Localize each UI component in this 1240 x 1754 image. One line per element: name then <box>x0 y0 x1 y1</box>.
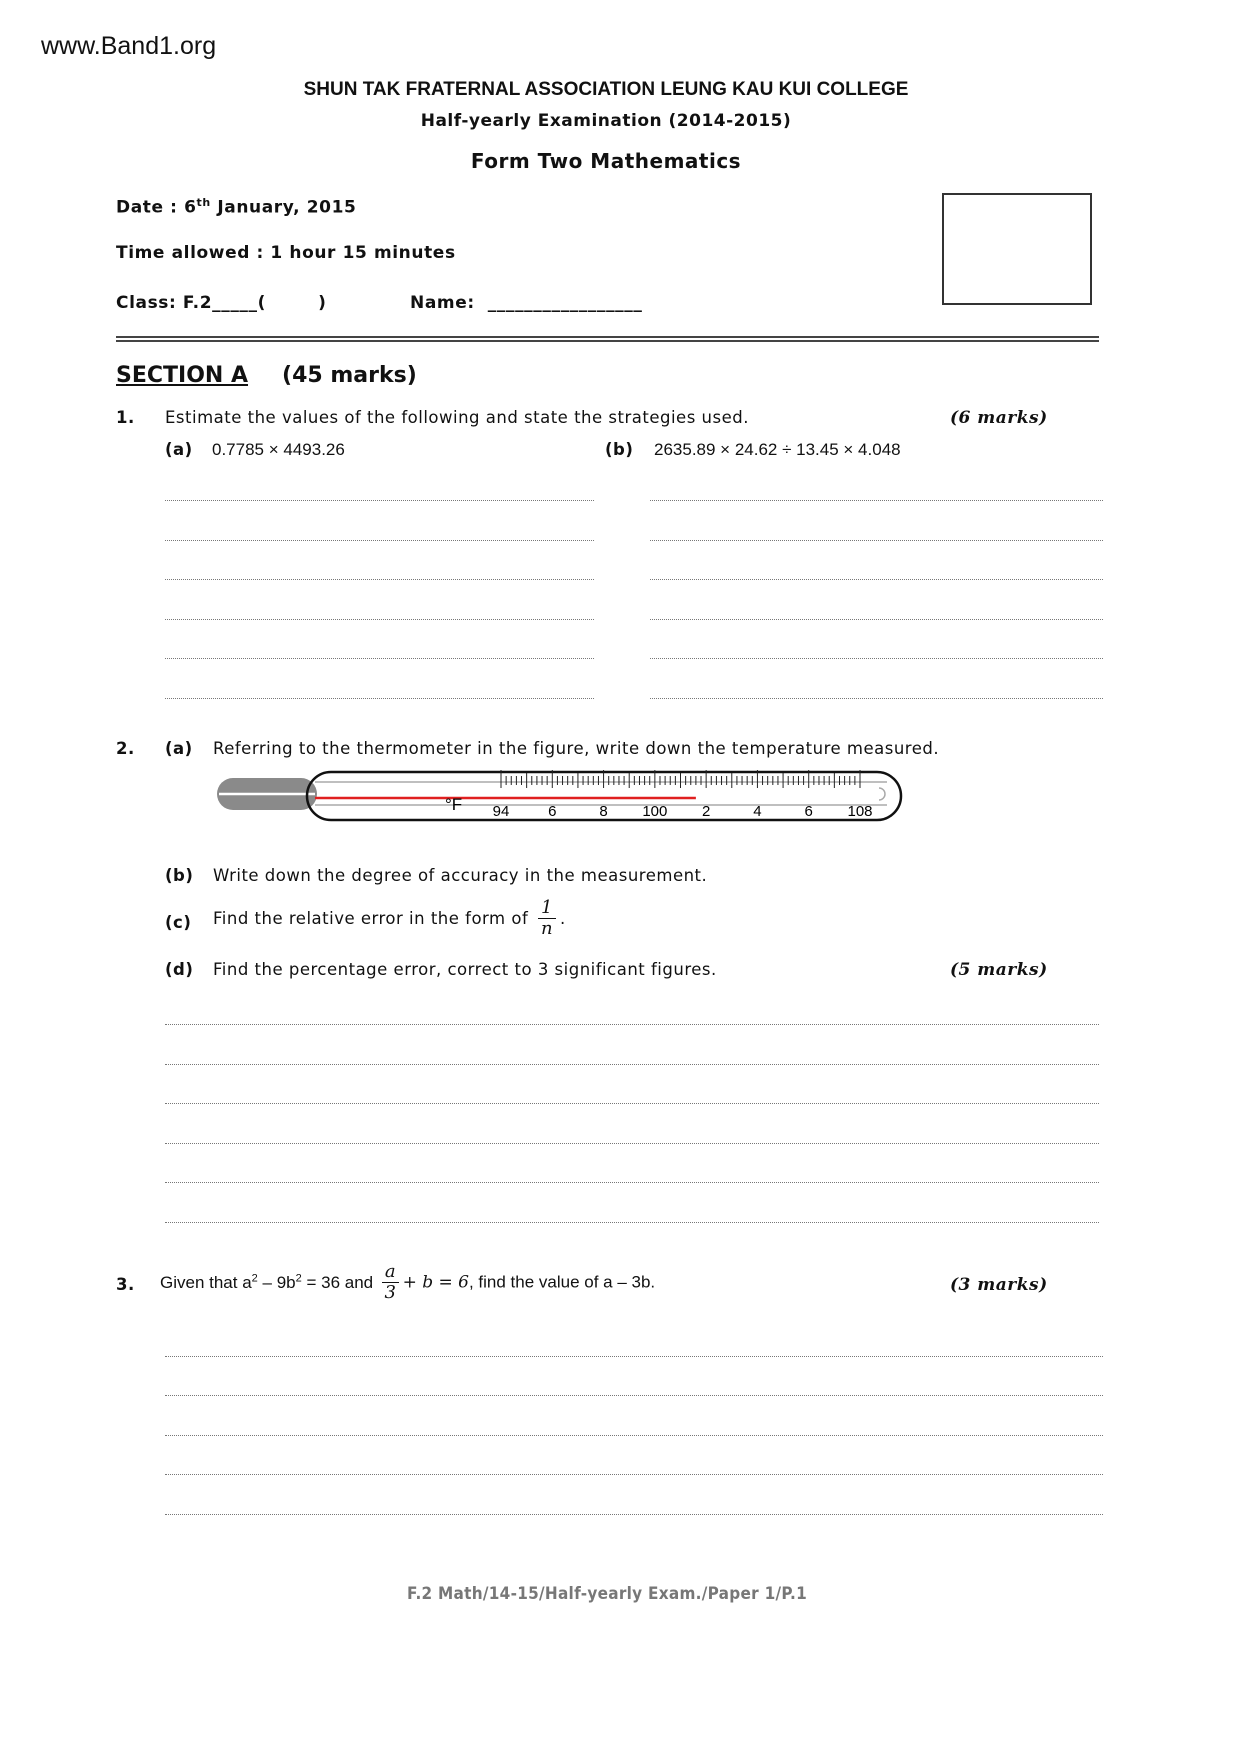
watermark: www.Band1.org <box>41 32 217 60</box>
q3-pre: Given that a <box>160 1272 252 1292</box>
school-name: SHUN TAK FRATERNAL ASSOCIATION LEUNG KAU KUI COLLEGE <box>303 79 909 100</box>
answer-line[interactable] <box>165 1103 1099 1104</box>
thermometer-label: 6 <box>804 803 813 820</box>
q3-text <box>160 1262 655 1303</box>
q2c-period: . <box>559 909 566 928</box>
section-title: SECTION A <box>116 363 249 388</box>
time-allowed: Time allowed : 1 hour 15 minutes <box>116 243 456 263</box>
q1a-label: (a) <box>165 440 193 459</box>
q1-text: Estimate the values of the following and state the strategies used. <box>165 408 749 427</box>
section-marks: (45 marks) <box>282 363 417 388</box>
subject-title: Form Two Mathematics <box>470 149 742 173</box>
name-field[interactable]: Name: _________________ <box>410 293 643 313</box>
fraction-denominator: n <box>540 918 554 939</box>
q2c-label: (c) <box>165 913 192 932</box>
q2a-text: Referring to the thermometer in the figure, write down the temperature measured. <box>213 739 940 758</box>
answer-line[interactable] <box>165 1182 1099 1183</box>
fraction-numerator: a <box>382 1262 399 1283</box>
answer-line[interactable] <box>165 540 594 541</box>
q2-number: 2. <box>116 739 135 758</box>
answer-line[interactable] <box>165 1024 1099 1025</box>
section-heading <box>116 363 417 388</box>
thermometer-label: 100 <box>642 803 668 820</box>
q3-number: 3. <box>116 1275 135 1294</box>
q1a-expression: 0.7785 × 4493.26 <box>212 440 345 459</box>
answer-line[interactable] <box>650 619 1103 620</box>
class-field[interactable]: Class: F.2_____( ) <box>116 293 327 313</box>
q3-mid1: – 9b <box>257 1272 296 1292</box>
thermometer-label: 4 <box>753 803 762 820</box>
fraction-denominator: 3 <box>384 1282 396 1303</box>
answer-line[interactable] <box>165 1356 1103 1357</box>
date-label: Date : 6 <box>116 197 197 218</box>
answer-line[interactable] <box>650 579 1103 580</box>
q1b-label: (b) <box>605 440 634 459</box>
answer-line[interactable] <box>165 1395 1103 1396</box>
fraction-1-over-n <box>538 898 556 939</box>
date-rest: January, 2015 <box>210 197 357 218</box>
exam-date <box>116 196 356 218</box>
q1-number: 1. <box>116 408 135 427</box>
q3-sup1: 2 <box>251 1272 258 1285</box>
thermometer-label: 2 <box>701 803 711 820</box>
exam-title: Half-yearly Examination (2014-2015) <box>420 111 792 131</box>
q2a-label: (a) <box>165 739 193 758</box>
answer-line[interactable] <box>165 500 594 501</box>
fraction-a-over-3 <box>382 1262 399 1303</box>
answer-line[interactable] <box>165 1474 1103 1475</box>
answer-line[interactable] <box>165 1435 1103 1436</box>
answer-line[interactable] <box>165 1143 1099 1144</box>
answer-line[interactable] <box>165 1064 1099 1065</box>
q3-mid2: = 36 and <box>301 1272 378 1292</box>
q3-post: , find the value of a – 3b. <box>468 1272 656 1292</box>
thermometer-label: 108 <box>847 803 873 820</box>
q1-marks: (6 marks) <box>950 408 1048 428</box>
q2b-text: Write down the degree of accuracy in the measurement. <box>213 866 708 885</box>
answer-line[interactable] <box>165 658 594 659</box>
q2c-text <box>213 898 566 939</box>
answer-line[interactable] <box>650 698 1103 699</box>
thermometer-figure <box>215 770 905 824</box>
fraction-numerator: 1 <box>538 898 556 919</box>
q2-marks: (5 marks) <box>950 960 1048 980</box>
q3-equation-rest: + b = 6 <box>402 1272 469 1293</box>
answer-line[interactable] <box>650 658 1103 659</box>
answer-line[interactable] <box>650 500 1103 501</box>
answer-line[interactable] <box>650 540 1103 541</box>
answer-line[interactable] <box>165 1514 1103 1515</box>
answer-line[interactable] <box>165 619 594 620</box>
thermometer-label: 6 <box>548 803 557 820</box>
thermometer-label: 8 <box>599 803 608 820</box>
date-sup: th <box>196 196 211 209</box>
page-footer: F.2 Math/14-15/Half-yearly Exam./Paper 1/P.1 <box>406 1584 808 1604</box>
q2d-text: Find the percentage error, correct to 3 significant figures. <box>213 960 717 979</box>
marks-box <box>942 193 1092 305</box>
thermometer-unit: °F <box>445 795 463 814</box>
thermometer-label: 94 <box>492 803 510 820</box>
q1b-expression: 2635.89 × 24.62 ÷ 13.45 × 4.048 <box>654 440 901 459</box>
answer-line[interactable] <box>165 1222 1099 1223</box>
q3-marks: (3 marks) <box>950 1275 1048 1295</box>
answer-line[interactable] <box>165 698 594 699</box>
header-divider <box>116 336 1099 342</box>
q2b-label: (b) <box>165 866 194 885</box>
q2d-label: (d) <box>165 960 194 979</box>
answer-line[interactable] <box>165 579 594 580</box>
q2c-text-main: Find the relative error in the form of <box>213 909 529 928</box>
q3-sup2: 2 <box>295 1272 302 1285</box>
